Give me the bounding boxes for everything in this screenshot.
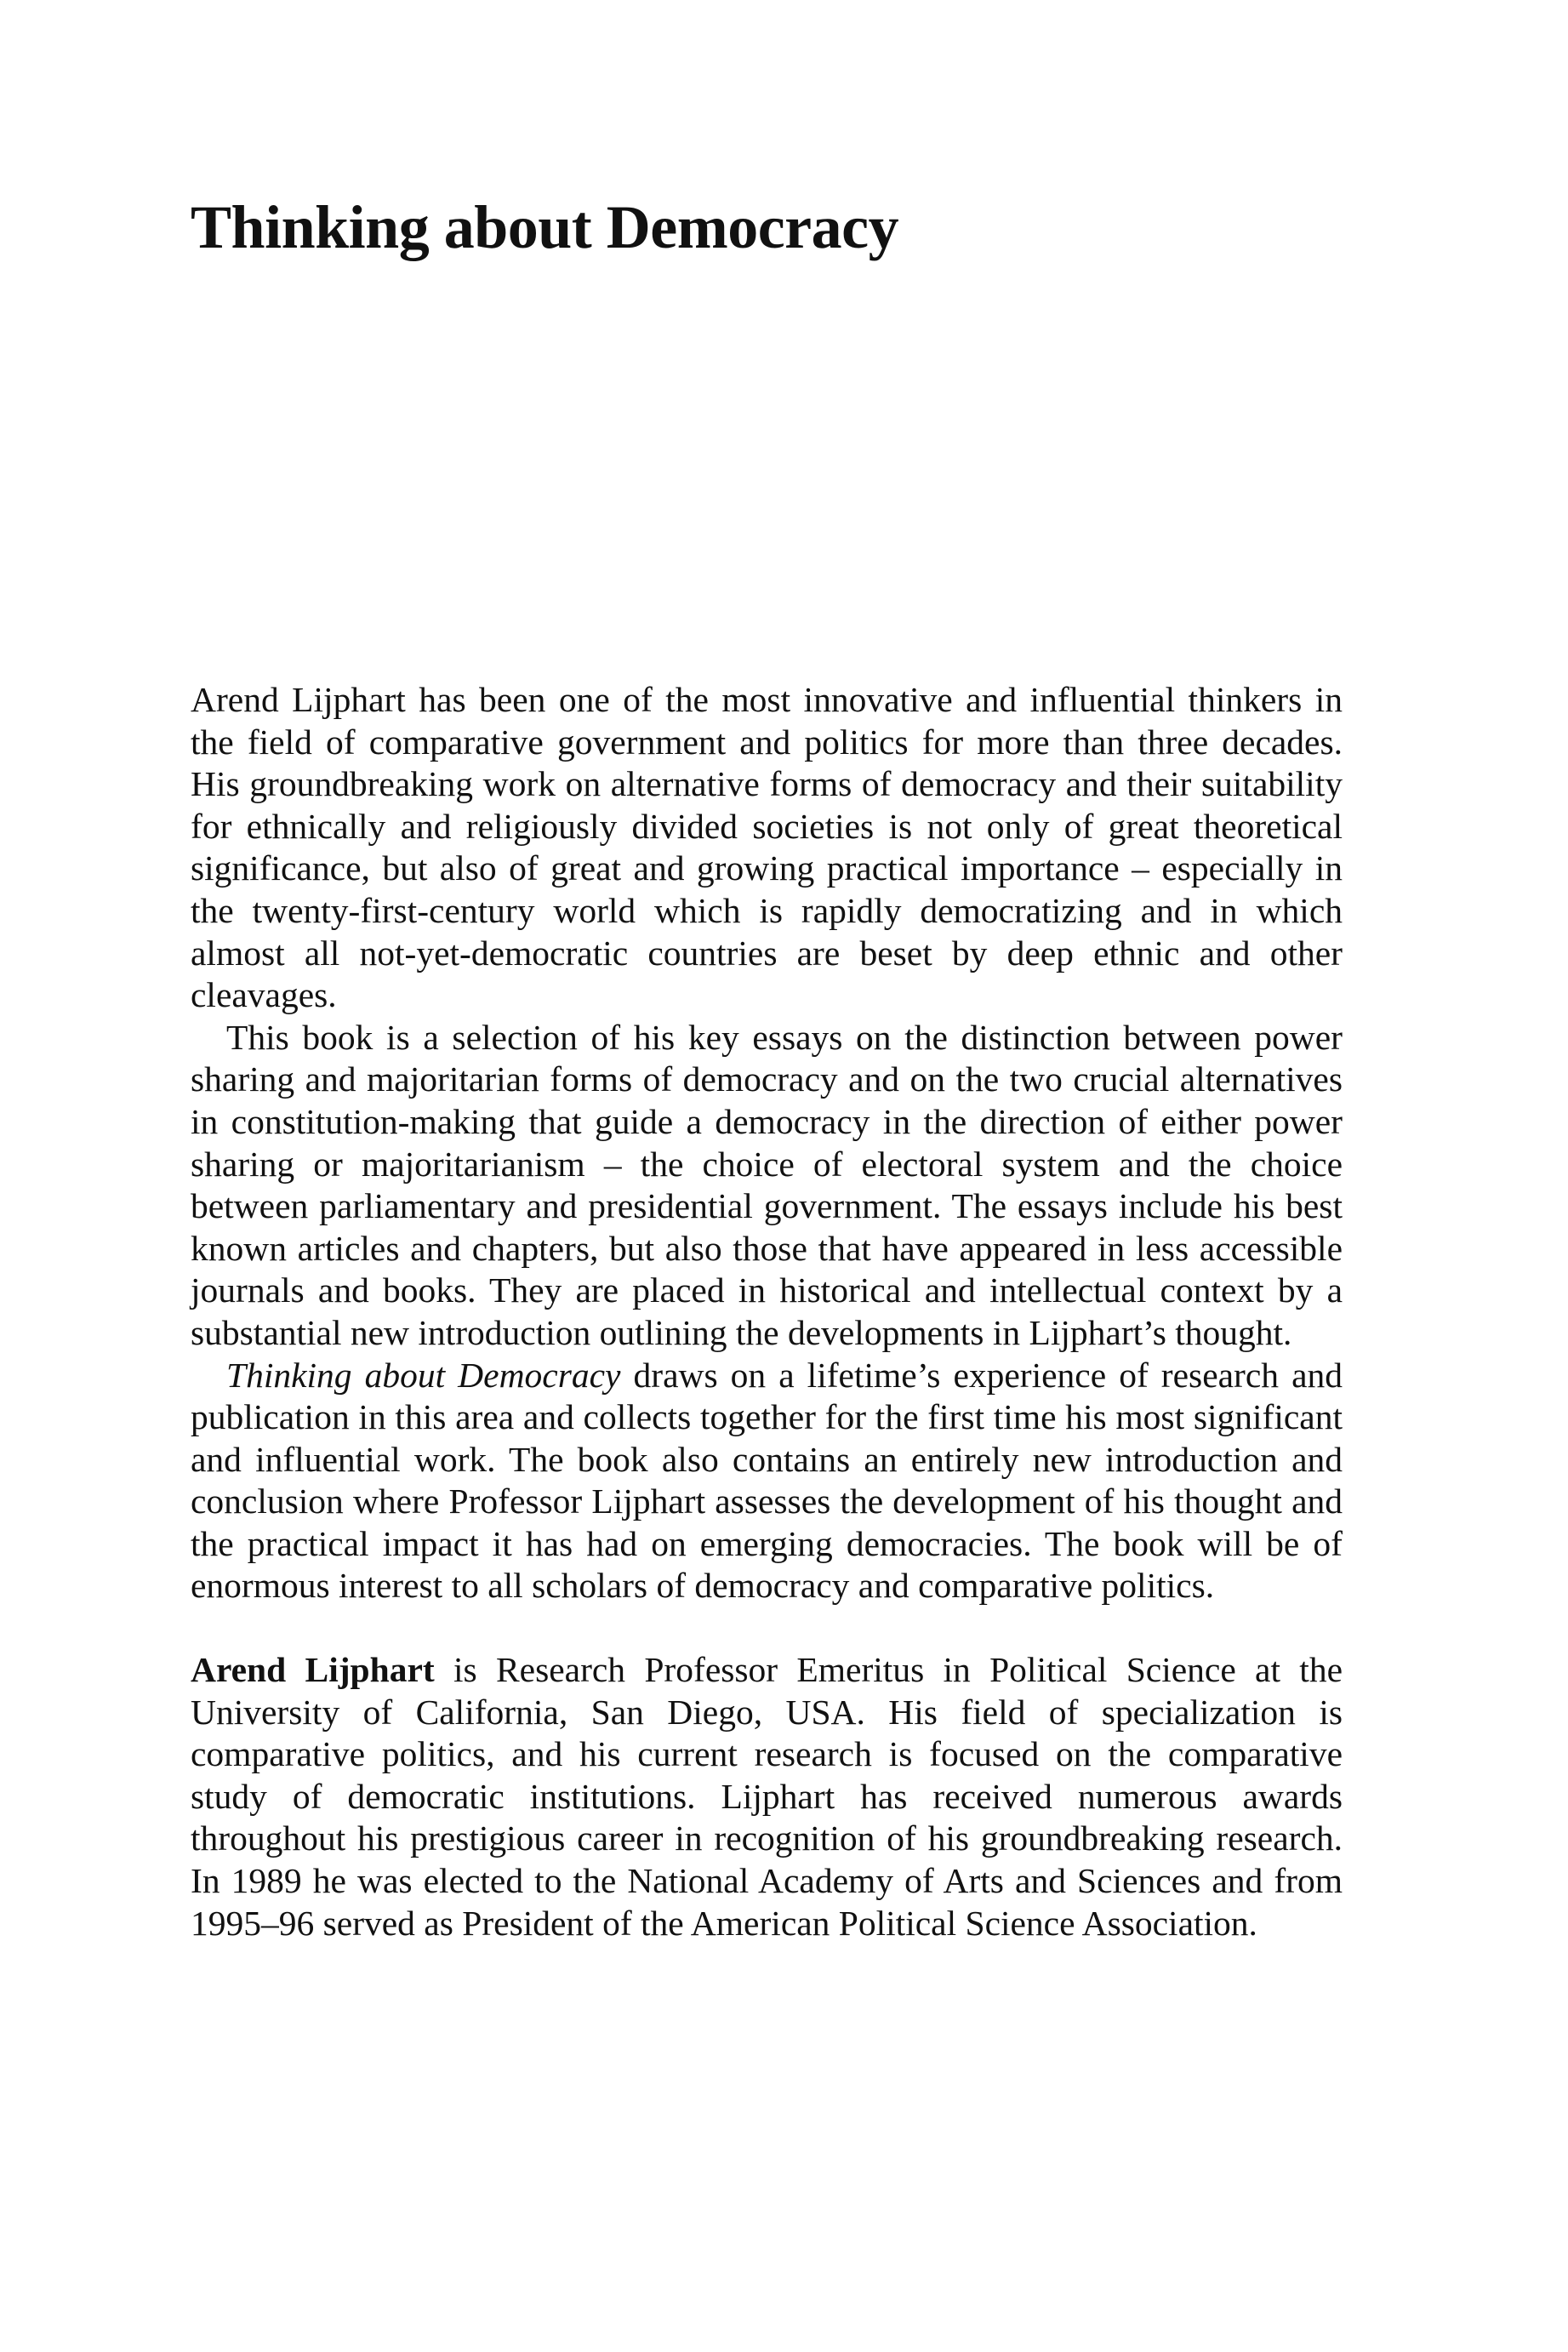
description-paragraph-1: Arend Lijphart has been one of the most innovative and influential thinkers in the field of comparative government and politics for more than three decades. His groundbreaking work on alternative forms of democracy and their suitability for ethnically and religiously divided societies is not only of great theoretical significance, but also of great and growing practical importance – especially in the twenty-first-century world which is rapidly democratizing and in which almost all not-yet-democratic countries are beset by deep ethnic and other cleavages. — [191, 680, 1343, 1015]
author-bio-text: is Research Professor Emeritus in Political Science at the University of California, San Diego, USA. His field of specialization is comparative politics, and his current research is focused on the comparative study of democratic institutions. Lijphart has received numerous awards throughout his prestigious career in recognition of his groundbreaking research. In 1989 he was elected to the National Academy of Arts and Sciences and from 1995–96 served as President of the American Political Science Association. — [191, 1650, 1343, 1943]
paragraph-3-text: draws on a lifetime’s experience of research and publication in this area and collects together for the first time his most significant and influential work. The book also contains an entirely new introduction and conclusion where Professor Lijphart assesses the development of his thought and the practical impact it has had on emerging democracies. The book will be of enormous interest to all scholars of democracy and comparative politics. — [191, 1355, 1343, 1606]
author-bio — [191, 1649, 1343, 1944]
book-title-italic: Thinking about Democracy — [226, 1355, 621, 1395]
author-name: Arend Lijphart — [191, 1650, 435, 1690]
book-title: Thinking about Democracy — [191, 193, 899, 261]
description-paragraph-2: This book is a selection of his key essays on the distinction between power sharing and majoritarian forms of democracy and on the two crucial alternatives in constitution-making that guide a democracy in the direction of either power sharing or majoritarianism – the choice of electoral system and the choice between parliamentary and presidential government. The essays include his best known articles and chapters, but also those that have appeared in less accessible journals and books. They are placed in historical and intellectual context by a substantial new introduction outlining the developments in Lijphart’s thought. — [191, 1017, 1343, 1352]
book-description — [191, 679, 1343, 1944]
description-paragraph-3 — [191, 1355, 1343, 1608]
